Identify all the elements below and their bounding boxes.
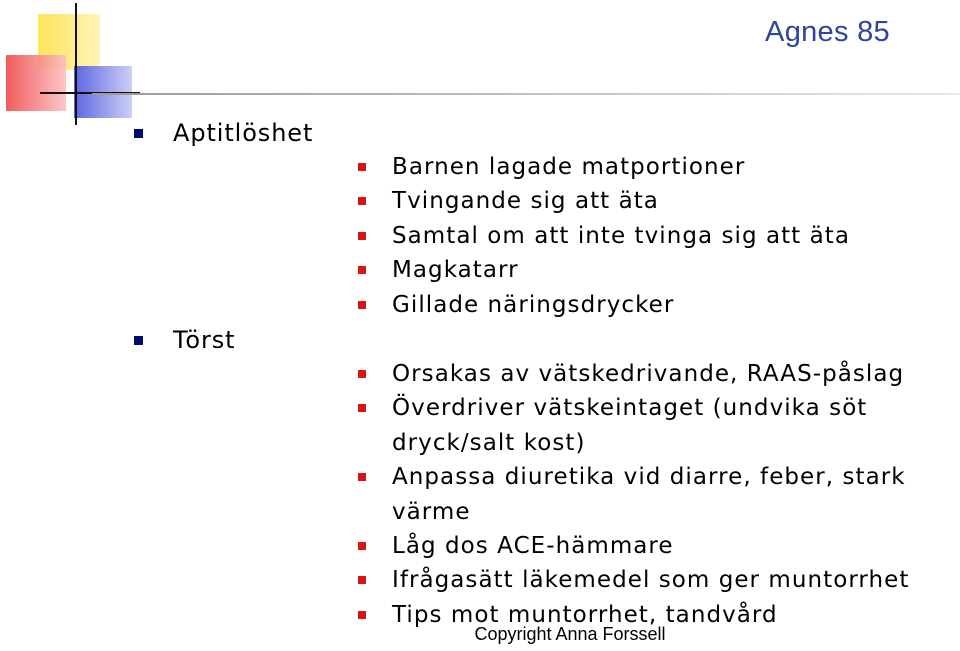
section-appetite-loss	[0, 117, 960, 322]
template-logo-graphic	[0, 0, 140, 125]
square-bullet-icon	[358, 370, 366, 378]
list-item	[173, 219, 960, 253]
square-bullet-icon	[358, 266, 366, 274]
square-bullet-icon	[358, 232, 366, 240]
list-item	[173, 529, 960, 563]
list-item-text: Samtal om att inte tvinga sig att äta	[392, 222, 850, 249]
square-bullet-icon	[358, 404, 366, 412]
list-item	[173, 253, 960, 287]
list-item	[173, 391, 960, 460]
list-item	[173, 563, 960, 597]
list-item-text: Låg dos ACE-hämmare	[392, 533, 674, 560]
list-item-text: Gillade näringsdrycker	[392, 291, 675, 318]
list-item	[173, 288, 960, 322]
square-bullet-icon	[134, 129, 143, 138]
slide-content	[0, 117, 960, 634]
list-item	[173, 357, 960, 391]
list-item	[173, 184, 960, 218]
sub-list	[173, 150, 960, 322]
list-item-text: Barnen lagade matportioner	[392, 154, 746, 180]
section-thirst	[0, 324, 960, 632]
list-item	[173, 460, 960, 529]
title-divider	[92, 93, 960, 95]
square-bullet-icon	[358, 611, 366, 619]
square-bullet-icon	[358, 473, 366, 481]
list-item-text: Tvingande sig att äta	[392, 188, 659, 215]
sub-list	[173, 357, 960, 632]
list-item	[173, 150, 960, 184]
section-heading: Aptitlöshet	[173, 119, 314, 147]
square-bullet-icon	[358, 576, 366, 584]
section-heading: Törst	[173, 326, 236, 355]
list-item-text: Tips mot muntorrhet, tandvård	[392, 601, 778, 628]
list-item-text: Ifrågasätt läkemedel som ger muntorrhet	[392, 567, 910, 594]
square-bullet-icon	[358, 542, 366, 550]
footer-copyright: Copyright Anna Forssell	[474, 624, 666, 644]
list-item-text: Anpassa diuretika vid diarre, feber, stark värme	[392, 464, 906, 525]
list-item-text: Magkatarr	[392, 257, 519, 284]
list-item-text: Överdriver vätskeintaget (undvika söt dryck/salt kost)	[392, 395, 868, 456]
square-bullet-icon	[358, 197, 366, 205]
logo-red-square	[6, 55, 66, 111]
list-item-text: Orsakas av vätskedrivande, RAAS-påslag	[392, 361, 905, 388]
square-bullet-icon	[134, 336, 143, 345]
square-bullet-icon	[358, 163, 366, 171]
slide-title: Agnes 85	[765, 16, 890, 48]
square-bullet-icon	[358, 301, 366, 309]
